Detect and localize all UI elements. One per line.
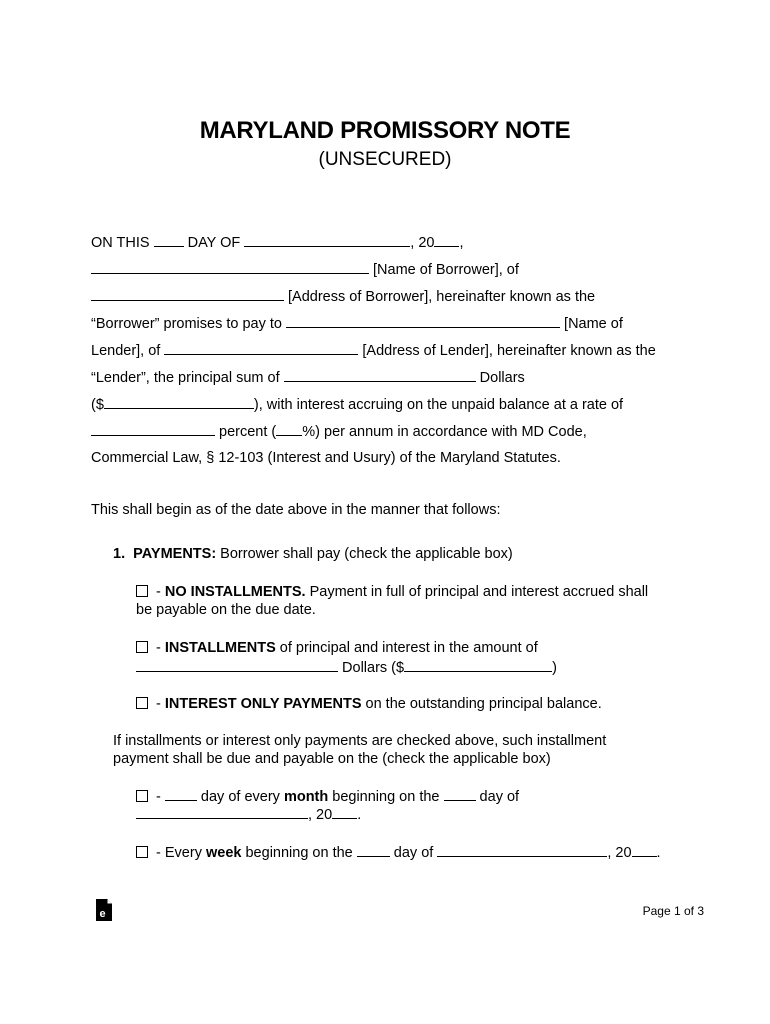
paragraph-line (91, 369, 525, 386)
blank-field[interactable] (357, 844, 390, 857)
text: . (357, 807, 362, 823)
blank-field[interactable] (91, 423, 215, 436)
text: [Name of (560, 316, 623, 332)
blank-field[interactable] (244, 234, 410, 247)
text: %) per annum in accordance with MD Code, (302, 424, 587, 440)
paragraph-line (136, 806, 361, 823)
paragraph-line (91, 315, 623, 332)
document-subtitle: (UNSECURED) (318, 149, 452, 170)
text: - (152, 696, 165, 712)
paragraph-line (91, 342, 656, 359)
checkbox[interactable] (136, 697, 148, 709)
text: Payment in full of principal and interest accrued shall (305, 584, 649, 600)
text: “Borrower” promises to pay to (91, 316, 287, 332)
option-interest-only (136, 696, 602, 712)
blank-field[interactable] (154, 234, 184, 247)
text: - (152, 584, 165, 600)
text: Dollars (475, 370, 525, 386)
document-logo-icon (95, 898, 113, 922)
option-label: INTEREST ONLY PAYMENTS (164, 696, 362, 712)
blank-field[interactable] (91, 261, 369, 274)
text: Borrower shall pay (check the applicable box) (216, 546, 513, 562)
text: - (152, 640, 165, 656)
text: [Address of Lender], hereinafter known as the (358, 343, 656, 359)
text: , (459, 235, 464, 251)
option-label: NO INSTALLMENTS. (164, 584, 306, 600)
text: on the outstanding principal balance. (361, 696, 602, 712)
text: [Name of Borrower], of (369, 262, 519, 278)
paragraph-line: Commercial Law, § 12-103 (Interest and Usury) of the Maryland Statutes. (91, 450, 561, 466)
checkbox[interactable] (136, 790, 148, 802)
paragraph-line (91, 288, 595, 305)
text: beginning on the (241, 845, 357, 861)
document-title: MARYLAND PROMISSORY NOTE (199, 117, 571, 144)
paragraph-line (91, 234, 464, 251)
text: month (283, 789, 329, 805)
section-heading (113, 546, 513, 562)
checkbox[interactable] (136, 846, 148, 858)
paragraph-line: This shall begin as of the date above in the manner that follows: (91, 502, 501, 518)
paragraph-line: be payable on the due date. (136, 602, 316, 618)
text: percent ( (215, 424, 277, 440)
blank-field[interactable] (164, 342, 358, 355)
blank-field[interactable] (284, 369, 476, 382)
blank-field[interactable] (444, 788, 476, 801)
text: DAY OF (183, 235, 245, 251)
blank-field[interactable] (136, 806, 308, 819)
svg-text:e: e (99, 908, 106, 920)
checkbox[interactable] (136, 641, 148, 653)
paragraph-line: payment shall be due and payable on the (check the applicable box) (113, 751, 551, 767)
text: . (656, 845, 661, 861)
text: “Lender”, the principal sum of (91, 370, 284, 386)
text: - (152, 789, 165, 805)
text: Lender], of (91, 343, 165, 359)
text: , 20 (410, 235, 435, 251)
blank-field[interactable] (104, 396, 254, 409)
option-no-installments (136, 584, 648, 600)
paragraph-line (91, 396, 623, 413)
paragraph-line (136, 659, 557, 676)
page-number: Page 1 of 3 (642, 904, 704, 918)
text: day of (475, 789, 520, 805)
text: beginning on the (328, 789, 444, 805)
blank-field[interactable] (332, 806, 357, 819)
blank-field[interactable] (276, 423, 302, 436)
blank-field[interactable] (165, 788, 197, 801)
section-number: 1. (113, 546, 126, 562)
text: week (205, 845, 242, 861)
text: - Every (152, 845, 206, 861)
text: ) (552, 660, 557, 676)
text: , 20 (308, 807, 333, 823)
text: day of every (196, 789, 284, 805)
option-label: INSTALLMENTS (164, 640, 276, 656)
blank-field[interactable] (434, 234, 459, 247)
blank-field[interactable] (286, 315, 560, 328)
blank-field[interactable] (91, 288, 284, 301)
text: , 20 (607, 845, 632, 861)
text: Dollars ($ (338, 660, 405, 676)
paragraph-line (91, 261, 519, 278)
text: [Address of Borrower], hereinafter known as the (284, 289, 596, 305)
paragraph-line: If installments or interest only payments are checked above, such installment (113, 733, 607, 749)
text: day of (389, 845, 438, 861)
text: ), with interest accruing on the unpaid balance at a rate of (253, 397, 624, 413)
option-monthly (136, 788, 519, 805)
blank-field[interactable] (404, 659, 552, 672)
option-installments (136, 640, 538, 656)
text: ON THIS (91, 235, 154, 251)
blank-field[interactable] (437, 844, 607, 857)
blank-field[interactable] (136, 659, 338, 672)
text: ($ (91, 397, 104, 413)
paragraph-line (91, 423, 587, 440)
text: of principal and interest in the amount of (275, 640, 538, 656)
blank-field[interactable] (632, 844, 657, 857)
checkbox[interactable] (136, 585, 148, 597)
option-weekly (136, 844, 661, 861)
section-title: PAYMENTS: (133, 546, 217, 562)
